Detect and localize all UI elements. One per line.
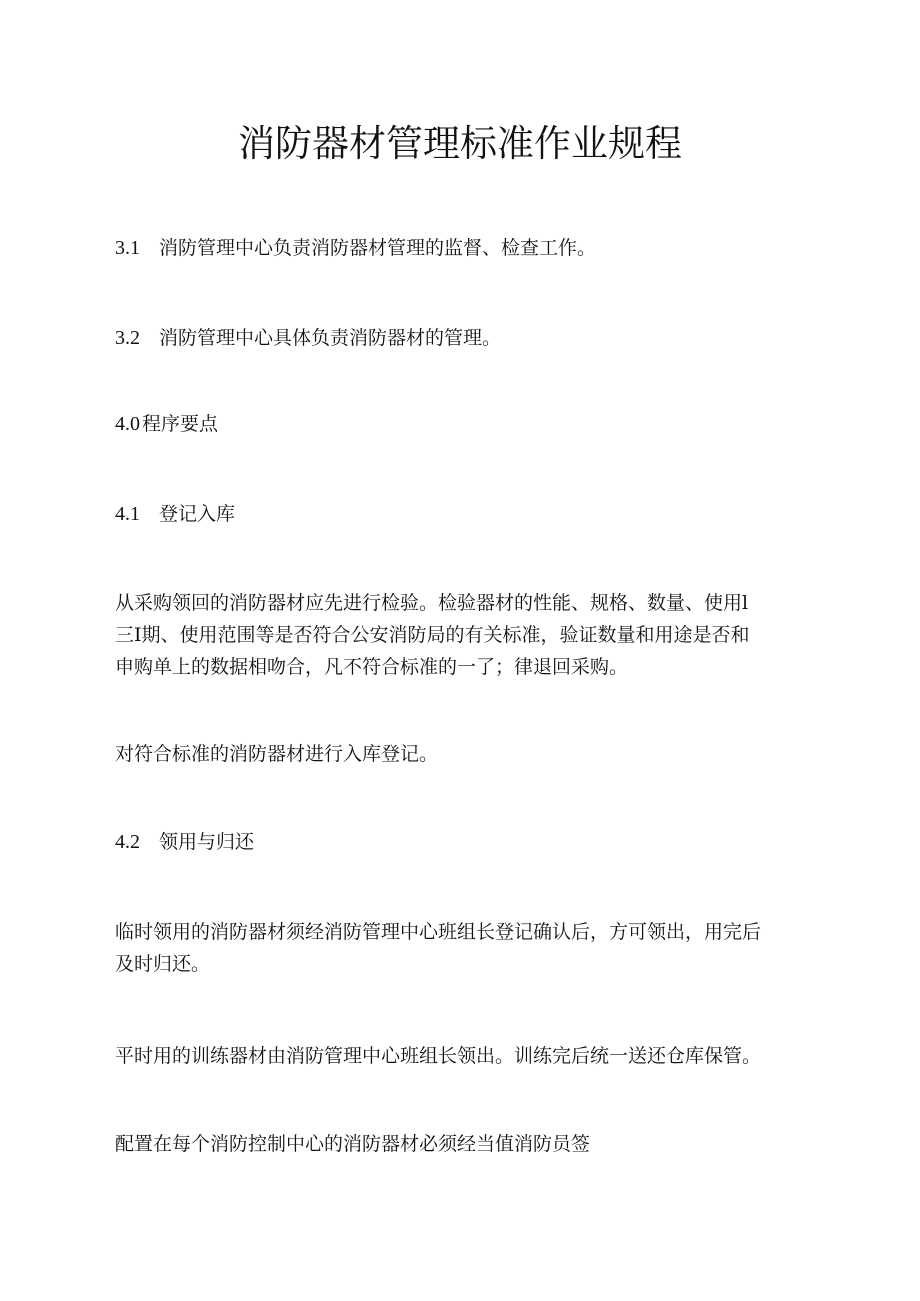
paragraph-training	[115, 1040, 805, 1072]
section-number: 3.1	[115, 237, 140, 259]
paragraph-line: 及时归还。	[115, 953, 211, 975]
paragraph-configured	[115, 1128, 805, 1160]
section-4-1	[115, 498, 805, 530]
section-number: 3.2	[115, 327, 140, 349]
section-4-2	[115, 826, 805, 858]
section-number: 4.0	[115, 413, 140, 435]
paragraph-inspection	[115, 587, 805, 683]
document-title: 消防器材管理标准作业规程	[238, 122, 682, 165]
section-3-2	[115, 322, 805, 354]
section-text: 消防管理中心具体负责消防器材的管理。	[159, 327, 502, 349]
section-number: 4.2	[115, 831, 140, 853]
paragraph-line: 配置在每个消防控制中心的消防器材必须经当值消防员签	[115, 1133, 591, 1155]
paragraph-line: 临时领用的消防器材须经消防管理中心班组长登记确认后，方可领出，用完后	[115, 921, 762, 943]
section-text: 登记入库	[159, 503, 236, 525]
paragraph-line: 平时用的训练器材由消防管理中心班组长领出。训练完后统一送还仓库保管。	[115, 1045, 762, 1067]
section-number: 4.1	[115, 503, 140, 525]
paragraph-line: 从采购领回的消防器材应先进行检验。检验器材的性能、规格、数量、使用l	[115, 592, 749, 614]
section-text: 消防管理中心负责消防器材管理的监督、检查工作。	[159, 237, 597, 259]
section-4-0	[115, 408, 805, 440]
paragraph-temporary	[115, 916, 805, 980]
section-text: 领用与归还	[159, 831, 255, 853]
paragraph-line: 对符合标准的消防器材进行入库登记。	[115, 743, 439, 765]
paragraph-line: 三I期、使用范围等是否符合公安消防局的有关标准，验证数量和用途是否和	[115, 624, 750, 646]
paragraph-line: 申购单上的数据相吻合，凡不符合标准的一了；律退回采购。	[115, 656, 629, 678]
section-text: 程序要点	[142, 413, 219, 435]
paragraph-registration	[115, 738, 805, 770]
section-3-1	[115, 232, 805, 264]
